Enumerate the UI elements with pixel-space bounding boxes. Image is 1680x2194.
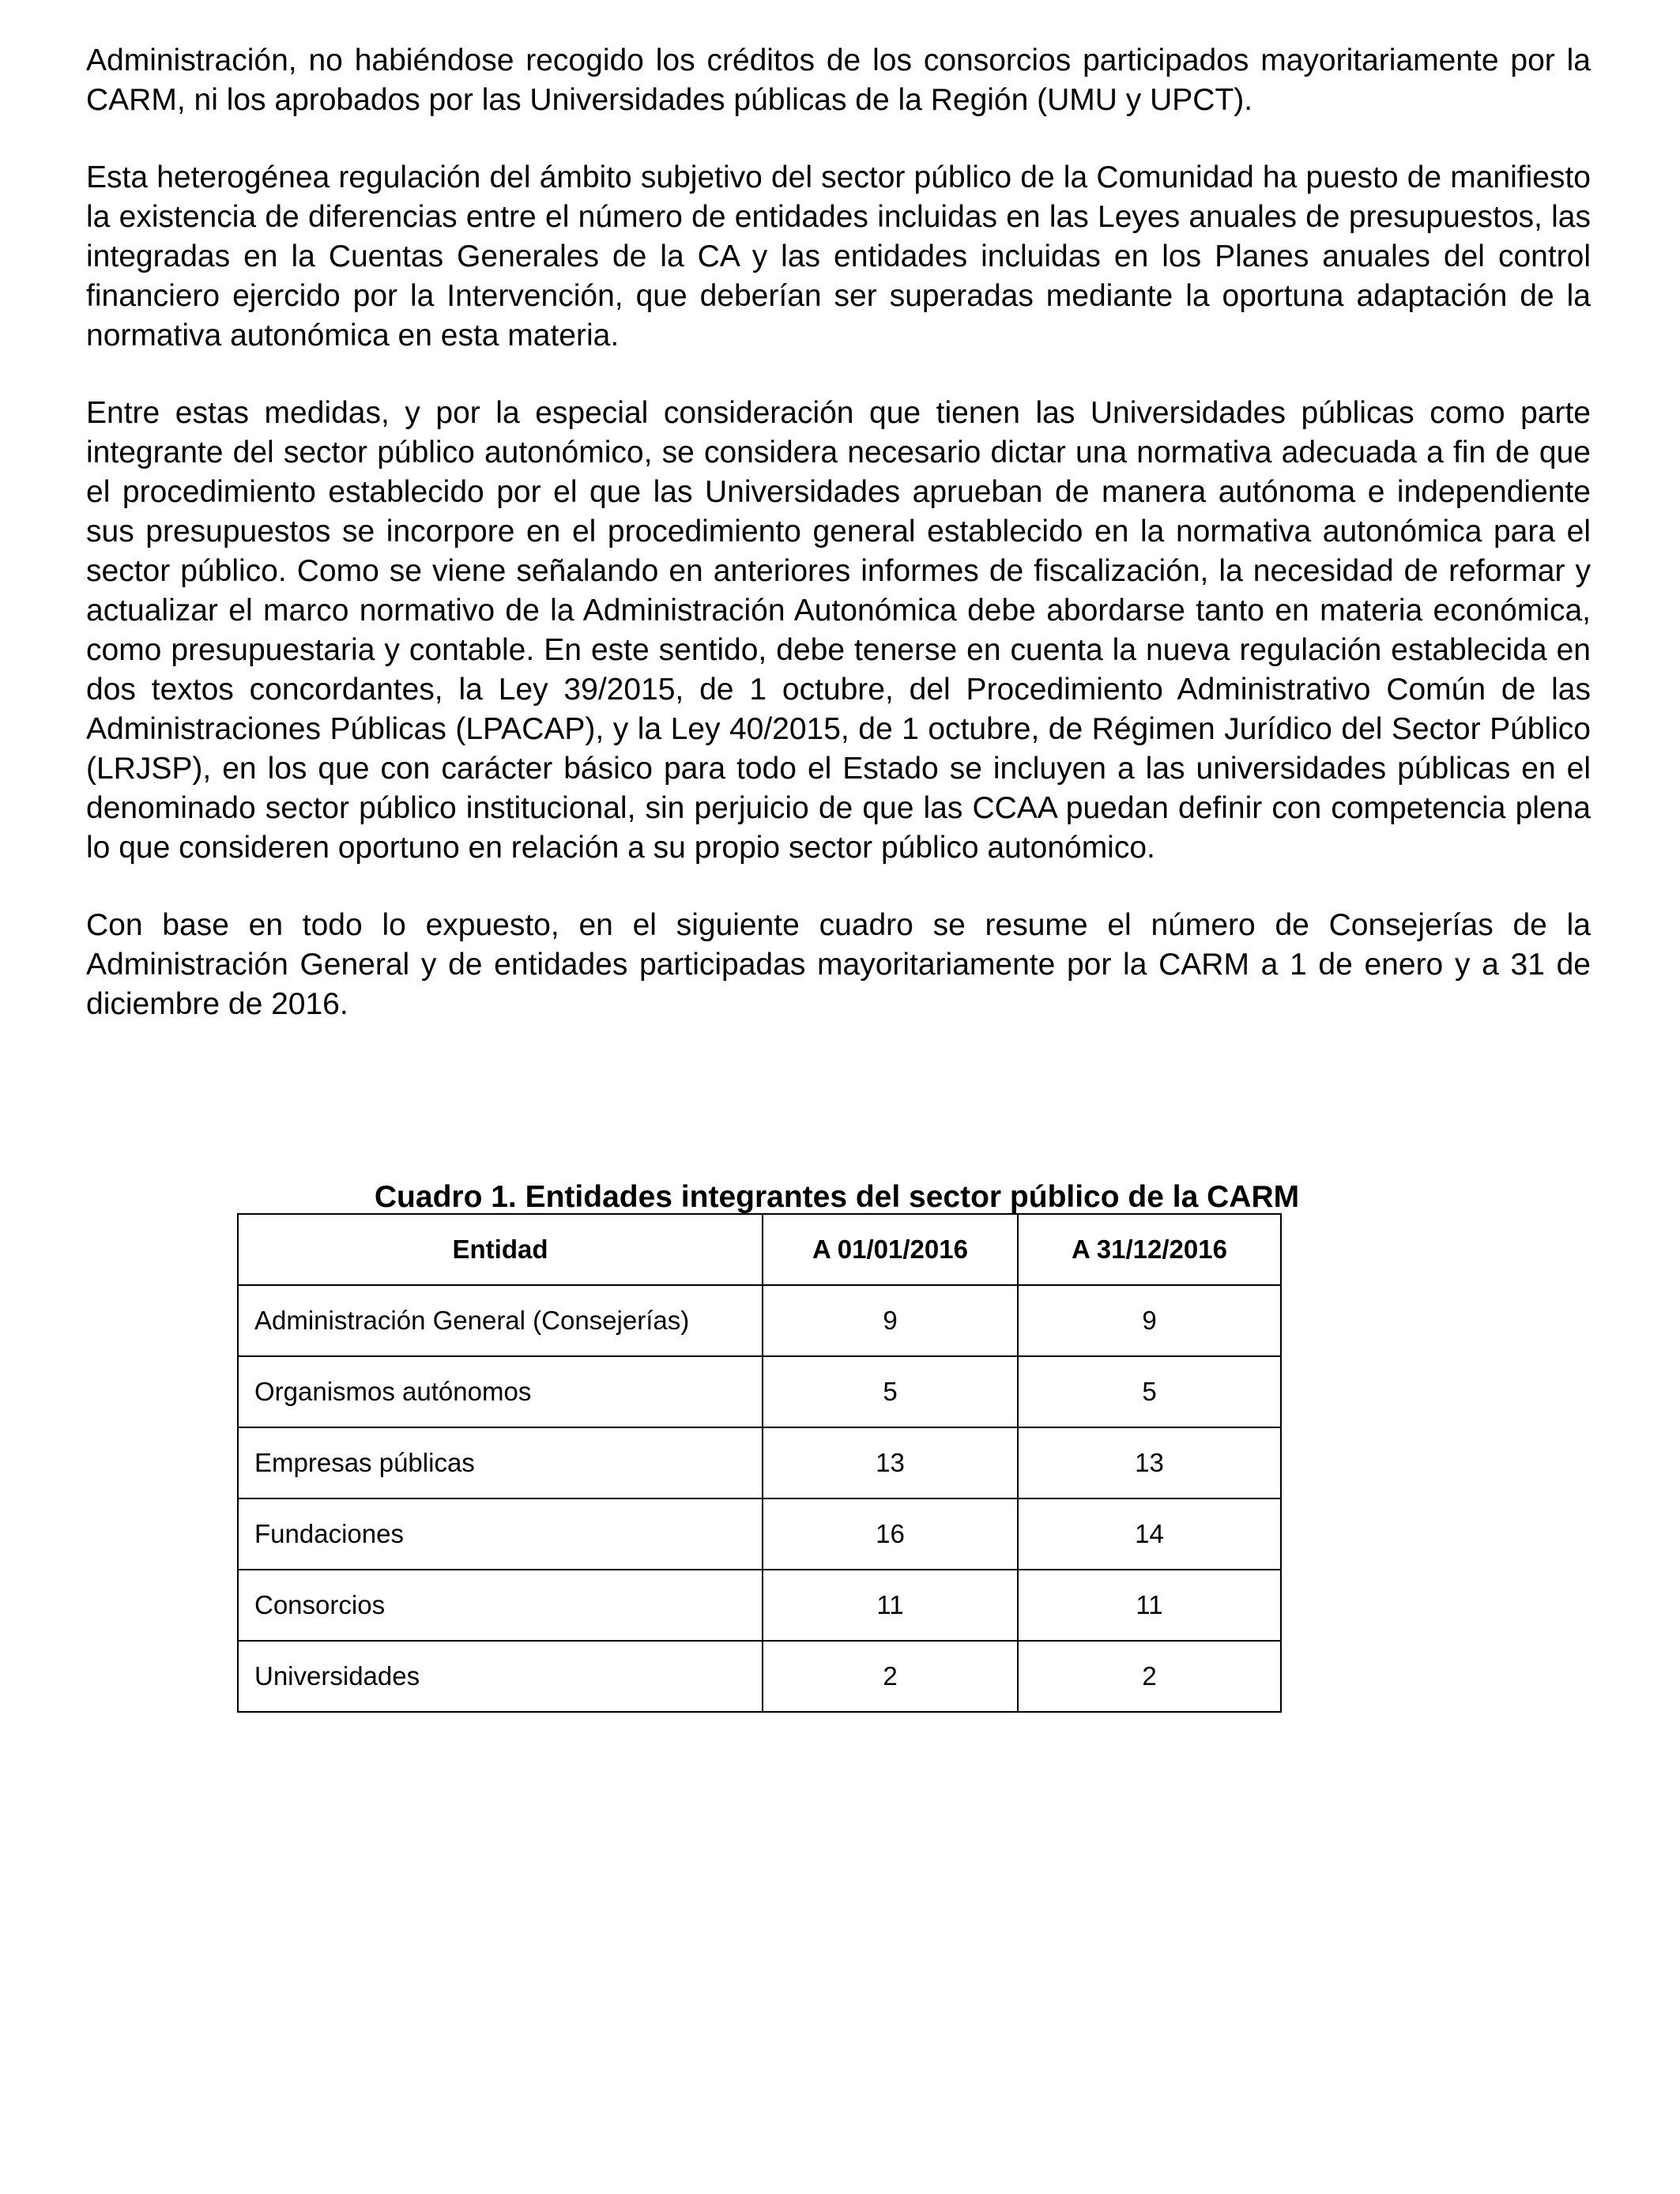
paragraph-3: Entre estas medidas, y por la especial consideración que tienen las Universidades públicas como parte integrante del sector público autonómico, se considera necesario dictar una normativa adecuada a fin de que el procedimiento establecido por el que las Universidades aprueban de manera autónoma e independiente sus presupuestos se incorpore en el procedimiento general establecido en la normativa autonómica para el sector público. Como se viene señalando en anteriores informes de fiscalización, la necesidad de reformar y actualizar el marco normativo de la Administración Autonómica debe abordarse tanto en materia económica, como presupuestaria y contable. En este sentido, debe tenerse en cuenta la nueva regulación establecida en dos textos concordantes, la Ley 39/2015, de 1 octubre, del Procedimiento Administrativo Común de las Administraciones Públicas (LPACAP), y la Ley 40/2015, de 1 octubre, de Régimen Jurídico del Sector Público (LRJSP), en los que con carácter básico para todo el Estado se incluyen a las universidades públicas en el denominado sector público institucional, sin perjuicio de que las CCAA puedan definir con competencia plena lo que consideren oportuno en relación a su propio sector público autonómico. — [86, 396, 1591, 865]
header-date-end: A 31/12/2016 — [1018, 1214, 1281, 1285]
table-row — [238, 1285, 1281, 1356]
table-row — [238, 1427, 1281, 1498]
value-start: 13 — [763, 1427, 1018, 1498]
value-end: 9 — [1018, 1285, 1281, 1356]
value-start: 9 — [763, 1285, 1018, 1356]
table-row — [238, 1498, 1281, 1570]
entity-name: Fundaciones — [238, 1498, 763, 1570]
value-start: 2 — [763, 1641, 1018, 1712]
value-end: 5 — [1018, 1356, 1281, 1427]
table-row — [238, 1570, 1281, 1641]
paragraph-2: Esta heterogénea regulación del ámbito subjetivo del sector público de la Comunidad ha puesto de manifiesto la existencia de diferencias entre el número de entidades incluidas en las Leyes anuales de presupuestos, las integradas en la Cuentas Generales de la CA y las entidades incluidas en los Planes anuales del control financiero ejercido por la Intervención, que deberían ser superadas mediante la oportuna adaptación de la normativa autonómica en esta materia. — [86, 160, 1591, 352]
paragraph-4: Con base en todo lo expuesto, en el siguiente cuadro se resume el número de Consejerías de la Administración General y de entidades participadas mayoritariamente por la CARM a 1 de enero y a 31 de diciembre de 2016. — [86, 908, 1591, 1021]
table-header-row — [238, 1214, 1281, 1285]
header-entidad: Entidad — [238, 1214, 763, 1285]
value-end: 11 — [1018, 1570, 1281, 1641]
table-caption — [86, 1178, 1591, 1217]
entity-name: Consorcios — [238, 1570, 763, 1641]
value-start: 16 — [763, 1498, 1018, 1570]
entity-name: Organismos autónomos — [238, 1356, 763, 1427]
entity-name: Universidades — [238, 1641, 763, 1712]
table-row — [238, 1641, 1281, 1712]
value-end: 14 — [1018, 1498, 1281, 1570]
value-end: 2 — [1018, 1641, 1281, 1712]
paragraph-1: Administración, no habiéndose recogido los créditos de los consorcios participados mayoritariamente por la CARM, ni los aprobados por las Universidades públicas de la Región (UMU y UPCT). — [86, 43, 1591, 117]
entities-table — [237, 1213, 1282, 1713]
document-page — [86, 41, 1591, 1214]
entity-name: Administración General (Consejerías) — [238, 1285, 763, 1356]
entity-name: Empresas públicas — [238, 1427, 763, 1498]
header-date-start: A 01/01/2016 — [763, 1214, 1018, 1285]
value-end: 13 — [1018, 1427, 1281, 1498]
table-row — [238, 1356, 1281, 1427]
value-start: 11 — [763, 1570, 1018, 1641]
value-start: 5 — [763, 1356, 1018, 1427]
table-caption-text: Cuadro 1. Entidades integrantes del sector público de la CARM — [374, 1180, 1300, 1214]
